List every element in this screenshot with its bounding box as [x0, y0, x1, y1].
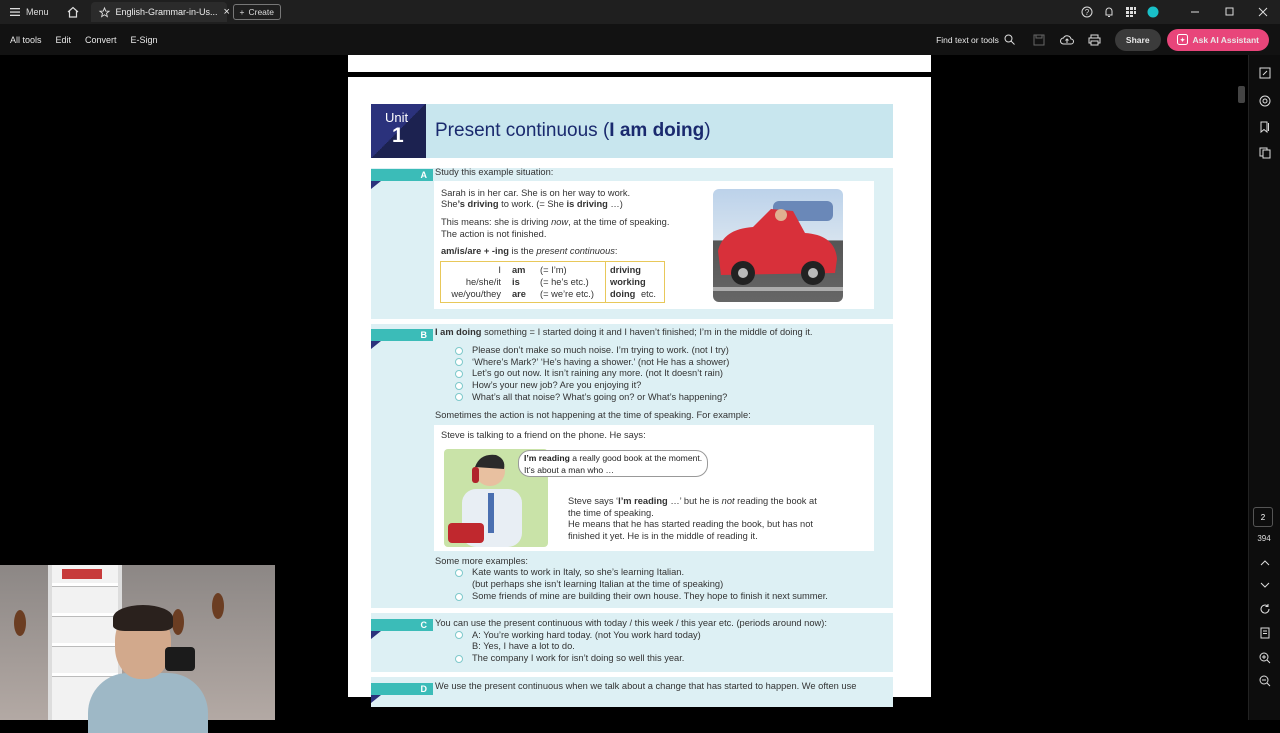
phone — [165, 647, 195, 671]
webcam-overlay — [0, 565, 275, 720]
ai-assistant-icon — [1177, 34, 1188, 45]
page-fit-icon[interactable] — [1257, 625, 1273, 641]
means-line: This means: she is driving now, at the time of speaking. — [441, 217, 670, 227]
pronoun: he/she/it — [465, 277, 501, 287]
home-icon[interactable] — [59, 0, 87, 24]
example-sentence: The company I work for isn’t doing so well this year. — [472, 653, 685, 663]
section-c-intro: You can use the present continuous with today / this week / this year etc. (periods around now): — [435, 618, 827, 628]
plus-icon: + — [239, 7, 245, 17]
pages-icon[interactable] — [1257, 145, 1273, 161]
sometimes-line: Sometimes the action is not happening at the time of speaking. For example: — [435, 410, 751, 420]
page-title — [426, 104, 893, 158]
verb-be: is — [512, 277, 520, 287]
scroll-thumb[interactable] — [1238, 86, 1245, 103]
steve-line-4: finished it yet. He is in the middle of reading it. — [568, 531, 758, 541]
upload-cloud-icon[interactable] — [1053, 24, 1081, 55]
books — [62, 569, 102, 579]
sarah-line-1: Sarah is in her car. She is on her way to work. — [441, 188, 631, 198]
etc-label: etc. — [641, 289, 656, 299]
edit-pdf-icon[interactable] — [1257, 65, 1273, 81]
bullet — [455, 382, 463, 390]
ask-ai-label: Ask AI Assistant — [1192, 34, 1259, 45]
verb-be: are — [512, 289, 526, 299]
previous-page — [348, 55, 931, 72]
star-icon[interactable] — [99, 7, 110, 18]
ask-ai-button[interactable] — [1167, 29, 1269, 51]
menu-button[interactable] — [0, 0, 59, 24]
profile-avatar-icon[interactable] — [1142, 0, 1164, 24]
sarah-line-2: She’s driving to work. (= She is driving …) — [441, 199, 623, 209]
convert-menu[interactable]: Convert — [85, 34, 117, 45]
ing-form: driving — [610, 265, 641, 275]
ing-form: working — [610, 277, 646, 287]
person-hair — [113, 605, 173, 631]
dialogue-line: A: You’re working hard today. (not You work hard today) — [472, 630, 701, 640]
main-toolbar — [0, 24, 1280, 55]
bullet — [455, 631, 463, 639]
bullet — [455, 655, 463, 663]
unit-number: 1 — [392, 124, 404, 147]
edit-menu[interactable]: Edit — [55, 34, 72, 45]
bell-icon[interactable] — [1098, 0, 1120, 24]
right-tool-rail — [1248, 55, 1280, 720]
chevron-up-icon[interactable] — [1257, 555, 1273, 571]
steve-line-3: He means that he has started reading the book, but has not — [568, 519, 813, 529]
example-sentence: Please don’t make so much noise. I’m trying to work. (not I try) — [472, 345, 729, 355]
example-sentence: Kate wants to work in Italy, so she’s learning Italian. — [472, 567, 685, 577]
pronoun: we/you/they — [451, 289, 501, 299]
example-sentence: What’s all that noise? What’s going on? or What’s happening? — [472, 392, 728, 402]
all-tools-menu[interactable]: All tools — [10, 34, 42, 45]
form-rule: am/is/are + -ing is the present continuous: — [441, 246, 618, 256]
wall-mask — [14, 610, 26, 636]
section-c-label: C — [371, 619, 433, 631]
unit-badge — [371, 104, 426, 158]
contraction: (= we’re etc.) — [540, 289, 594, 299]
document-tab[interactable] — [91, 2, 230, 22]
dialogue-line: B: Yes, I have a lot to do. — [472, 641, 575, 651]
current-page-input[interactable]: 2 — [1253, 507, 1273, 527]
verb-be: am — [512, 265, 526, 275]
restore-icon[interactable] — [1212, 0, 1246, 24]
section-b-definition: I am doing something = I started doing it and I haven’t finished; I’m in the middle of doing it. — [435, 327, 813, 337]
find-label: Find text or tools — [936, 34, 999, 45]
bullet — [455, 393, 463, 401]
close-tab-icon[interactable]: × — [223, 6, 230, 18]
section-a-label: A — [371, 169, 433, 181]
example-sentence: How’s your new job? Are you enjoying it? — [472, 380, 642, 390]
example-sentence: (but perhaps she isn’t learning Italian at the time of speaking) — [472, 579, 724, 589]
bookmark-icon[interactable] — [1257, 119, 1273, 135]
apps-icon[interactable] — [1120, 0, 1142, 24]
vertical-scrollbar[interactable] — [1236, 55, 1248, 695]
car-illustration — [713, 189, 843, 302]
example-sentence: Some friends of mine are building their own house. They hope to finish it next summer. — [472, 591, 828, 601]
svg-text:?: ? — [1084, 8, 1090, 17]
section-d-intro: We use the present continuous when we talk about a change that has started to happen. We often use — [435, 681, 857, 691]
print-icon[interactable] — [1081, 24, 1109, 55]
zoom-out-icon[interactable] — [1257, 673, 1273, 689]
section-b-label: B — [371, 329, 433, 341]
total-pages: 394 — [1257, 534, 1271, 543]
share-button[interactable]: Share — [1115, 29, 1161, 51]
speech-bubble: I’m reading a really good book at the moment. It’s about a man who … — [518, 450, 708, 477]
unit-word: Unit — [385, 110, 409, 125]
bullet — [455, 370, 463, 378]
bullet — [455, 569, 463, 577]
zoom-in-icon[interactable] — [1257, 650, 1273, 666]
close-window-icon[interactable] — [1246, 0, 1280, 24]
save-icon[interactable] — [1025, 24, 1053, 55]
rotate-icon[interactable] — [1257, 601, 1273, 617]
example-sentence: Let’s go out now. It isn’t raining any more. (not It doesn’t rain) — [472, 368, 723, 378]
steve-line-2: the time of speaking. — [568, 508, 654, 518]
section-d-label: D — [371, 683, 433, 695]
contraction: (= he’s etc.) — [540, 277, 589, 287]
not-finished-line: The action is not finished. — [441, 229, 547, 239]
esign-menu[interactable]: E-Sign — [130, 34, 158, 45]
wall-mask — [212, 593, 224, 619]
example-sentence: ‘Where’s Mark?’ ‘He’s having a shower.’ (not He has a shower) — [472, 357, 730, 367]
bullet — [455, 347, 463, 355]
pdf-page — [348, 77, 931, 697]
svg-text:✦: ✦ — [1179, 38, 1185, 44]
bullet — [455, 358, 463, 366]
bullet — [455, 593, 463, 601]
title-bar — [0, 0, 1280, 24]
wall-mask — [172, 609, 184, 635]
menu-label: Menu — [26, 7, 49, 17]
section-a-intro: Study this example situation: — [435, 167, 554, 177]
find-tools-search[interactable] — [936, 34, 1015, 45]
comment-icon[interactable] — [1257, 93, 1273, 109]
steve-intro: Steve is talking to a friend on the phone. He says: — [441, 430, 646, 440]
title-part-1: Present continuous ( — [435, 120, 610, 141]
person-body — [88, 673, 208, 733]
title-part-3: ) — [704, 120, 711, 141]
hamburger-icon — [10, 8, 20, 16]
pronoun: I — [498, 265, 501, 275]
form-table — [440, 261, 665, 303]
more-examples-label: Some more examples: — [435, 556, 529, 566]
contraction: (= I’m) — [540, 265, 567, 275]
create-button[interactable] — [233, 4, 281, 20]
create-label: Create — [248, 7, 274, 17]
search-icon — [1004, 34, 1015, 45]
tab-title: English-Grammar-in-Us... — [115, 7, 218, 17]
title-part-2: I am doing — [609, 120, 705, 141]
chevron-down-icon[interactable] — [1257, 577, 1273, 593]
steve-says-line: Steve says ‘I’m reading …’ but he is not reading the book at — [568, 496, 817, 506]
minimize-icon[interactable] — [1178, 0, 1212, 24]
help-icon[interactable] — [1076, 0, 1098, 24]
ing-form: doing — [610, 289, 636, 299]
